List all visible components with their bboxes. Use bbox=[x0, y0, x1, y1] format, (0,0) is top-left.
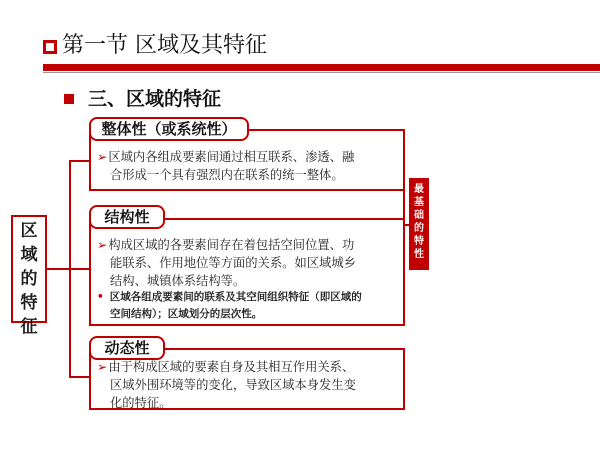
panel-heading-dynamics: 动态性 bbox=[89, 336, 165, 360]
left-label bbox=[11, 215, 47, 337]
title-divider-thin bbox=[43, 72, 600, 73]
item-text: 结构、城镇体系结构等。 bbox=[110, 274, 246, 288]
arrow-right-icon: ➢ bbox=[97, 360, 108, 374]
panel-item bbox=[97, 236, 403, 290]
item-text: 区域内各组成要素间通过相互联系、渗透、融 bbox=[108, 150, 355, 164]
left-label-char: 特 bbox=[20, 293, 38, 313]
connector-line bbox=[69, 376, 89, 378]
connector-line bbox=[69, 160, 89, 162]
connector-line bbox=[69, 268, 89, 270]
title-divider bbox=[43, 64, 600, 71]
item-text: 构成区域的各要素间存在着包括空间位置、功 bbox=[108, 238, 355, 252]
item-text: 由于构成区域的要素自身及其相互作用关系、 bbox=[108, 360, 355, 374]
badge-char: 性 bbox=[414, 249, 424, 260]
panel-structure bbox=[89, 218, 405, 326]
badge-char: 最 bbox=[414, 184, 424, 195]
badge-char: 基 bbox=[414, 197, 424, 208]
panel-heading-structure: 结构性 bbox=[89, 205, 165, 229]
section-heading: 三、区域的特征 bbox=[88, 88, 222, 110]
panel-heading-wholeness: 整体性（或系统性） bbox=[89, 117, 249, 141]
left-label-char: 征 bbox=[20, 317, 38, 337]
panel-item bbox=[97, 148, 403, 184]
item-text: 区域外围环境等的变化，导致区域本身发生变 bbox=[110, 378, 356, 392]
bold-text: 区域各组成要素间的联系及其空间组织特征（即区域的 bbox=[109, 291, 362, 303]
badge-char: 特 bbox=[414, 236, 424, 247]
item-text: 合形成一个具有强烈内在联系的统一整体。 bbox=[110, 168, 344, 182]
item-text: 能联系、作用地位等方面的关系。如区域城乡 bbox=[110, 256, 356, 270]
panel-bold-item bbox=[97, 289, 403, 323]
left-label-char: 域 bbox=[20, 245, 38, 265]
dot-bullet-icon: • bbox=[97, 291, 104, 303]
badge-char: 的 bbox=[414, 223, 424, 234]
item-text: 化的特征。 bbox=[110, 396, 172, 410]
bold-text: 空间结构）；区域划分的层次性。 bbox=[110, 308, 263, 320]
arrow-right-icon: ➢ bbox=[97, 150, 108, 164]
arrow-right-icon: ➢ bbox=[97, 238, 108, 252]
badge-char: 础 bbox=[414, 210, 424, 221]
left-label-char: 区 bbox=[20, 221, 38, 241]
panel-item bbox=[97, 358, 403, 412]
left-label-char: 的 bbox=[20, 269, 38, 289]
hollow-square-icon bbox=[43, 40, 57, 54]
square-bullet-icon bbox=[64, 94, 74, 104]
page-title: 第一节 区域及其特征 bbox=[62, 33, 267, 58]
right-badge bbox=[409, 178, 429, 270]
connector-line bbox=[47, 268, 69, 270]
